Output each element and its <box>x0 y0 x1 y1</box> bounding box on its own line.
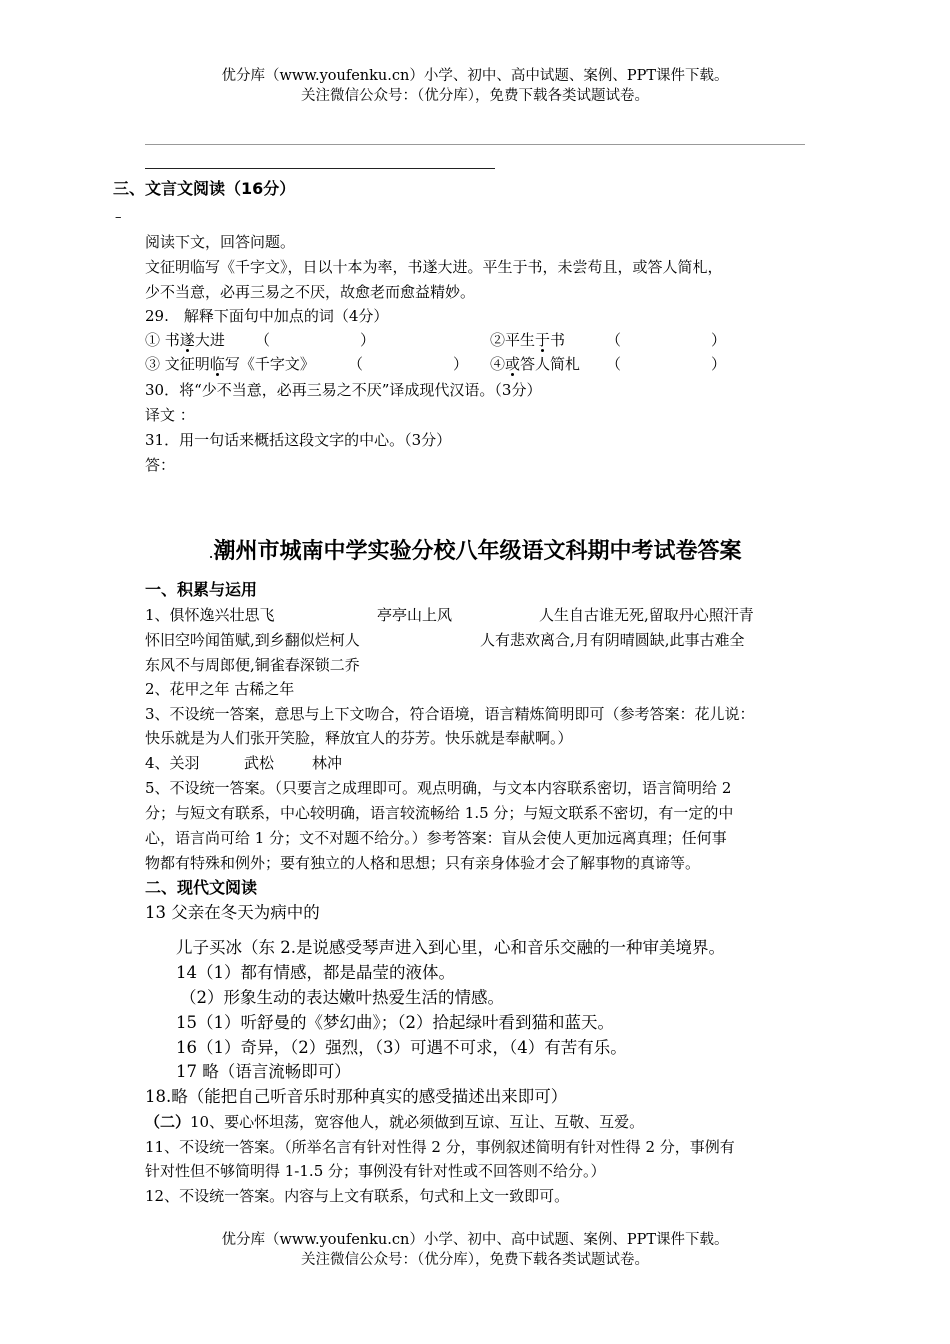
answer-4-col3: 林冲 <box>312 754 343 772</box>
q29-item-4-blank[interactable]: （ ） <box>606 355 727 373</box>
a1-row2-col2: 人有悲欢离合,月有阴晴圆缺,此事古难全 <box>480 631 745 649</box>
item-text-pre: 书 <box>160 331 180 349</box>
answer-key-title <box>0 537 950 568</box>
section-heading-classical-reading: 三、文言文阅读（16分） <box>113 179 296 198</box>
item-text-post: 书 <box>550 331 566 349</box>
title-text: 潮州市城南中学实验分校八年级语文科期中考试卷答案 <box>213 539 742 564</box>
item-text-post: 答人简札 <box>520 355 581 373</box>
item-number: ① <box>145 331 161 349</box>
answer-12: 12、不设统一答案。内容与上文有联系，句式和上文一致即可。 <box>145 1187 570 1205</box>
answer-16: 16（1）奇异，（2）强烈，（3）可遇不可求，（4）有苦有乐。 <box>176 1038 627 1057</box>
item-text-post: 写《千字文》 <box>224 355 315 373</box>
q29-item-3 <box>145 353 315 375</box>
dotted-word: 或 <box>505 355 521 373</box>
answer-2: 2、花甲之年 古稀之年 <box>145 680 295 698</box>
dotted-word: 遂 <box>179 331 195 349</box>
question-30: 30．将“少不当意，必再三易之不厌”译成现代汉语。（3分） <box>145 381 542 399</box>
dotted-word: 临 <box>209 355 225 373</box>
answer-5-line-4: 物都有特殊和例外；要有独立的人格和思想；只有亲身体验才会了解事物的真谛等。 <box>145 854 701 872</box>
q29-item-1 <box>145 329 225 351</box>
q29-item-2-blank[interactable]: （ ） <box>606 331 727 349</box>
answer-4-col1: 4、关羽 <box>145 754 200 772</box>
item-number: ③ <box>145 355 161 373</box>
a1-row1-col1: 1、俱怀逸兴壮思飞 <box>145 606 275 624</box>
passage-line-2: 少不当意，必再三易之不厌，故愈老而愈益精妙。 <box>145 283 476 301</box>
a1-row1-col3: 人生自古谁无死,留取丹心照汗青 <box>539 606 754 624</box>
q31-answer-label: 答： <box>145 456 176 474</box>
title-dot: . <box>208 543 214 562</box>
page-header-line-1: 优分库（www.youfenku.cn）小学、初中、高中试题、案例、PPT课件下载。 <box>221 68 729 84</box>
answer-4-col2: 武松 <box>244 754 275 772</box>
answer-13-line-2: 儿子买冰（东 2.是说感受琴声进入到心里，心和音乐交融的一种审美境界。 <box>176 938 725 957</box>
answer-3-line-2: 快乐就是为人们张开笑脸，释放宜人的芬芳。快乐就是奉献啊。） <box>145 729 573 747</box>
answer-17: 17 略（语言流畅即可） <box>176 1062 351 1081</box>
dotted-word: 于 <box>535 331 551 349</box>
answer-11-line-1: 11、不设统一答案。（所举名言有针对性得 2 分，事例叙述简明有针对性得 2 分，事例有 <box>145 1138 735 1156</box>
item-text-post: 大进 <box>194 331 225 349</box>
reading-instruction: 阅读下文，回答问题。 <box>145 233 296 251</box>
answer-5-line-3: 心，语言尚可给 1 分；文不对题不给分。）参考答案：盲从会使人更加远离真理；任何事 <box>145 829 727 847</box>
passage-line-1: 文征明临写《千字文》，日以十本为率，书遂大进。平生于书，未尝苟且，或答人简札， <box>145 258 723 276</box>
page-footer-line-1: 优分库（www.youfenku.cn）小学、初中、高中试题、案例、PPT课件下载。 <box>221 1232 729 1248</box>
a1-row2-col1: 怀旧空吟闻笛赋,到乡翻似烂柯人 <box>145 631 360 649</box>
page-header-line-2: 关注微信公众号：（优分库），免费下载各类试题试卷。 <box>301 88 649 104</box>
page-footer-line-2: 关注微信公众号：（优分库），免费下载各类试题试卷。 <box>301 1252 649 1268</box>
question-29: 29. 解释下面句中加点的词（4分） <box>145 307 389 325</box>
answer-18: 18.略（能把自己听音乐时那种真实的感受描述出来即可） <box>145 1087 568 1106</box>
sub2-label: （二） <box>145 1113 191 1131</box>
q29-item-2 <box>490 329 565 351</box>
answer-13-line-1: 13 父亲在冬天为病中的 <box>145 903 320 922</box>
part2-heading: 二、现代文阅读 <box>145 878 258 897</box>
answer-14-part-2: （2）形象生动的表达嫩叶热爱生活的情感。 <box>180 988 504 1007</box>
answer-3-line-1: 3、不设统一答案，意思与上下文吻合，符合语境，语言精炼简明即可（参考答案：花儿说： <box>145 705 755 723</box>
q29-item-4 <box>490 353 580 375</box>
answer-14-part-1: 14（1）都有情感，都是晶莹的液体。 <box>176 963 455 982</box>
question-31: 31．用一句话来概括这段文字的中心。（3分） <box>145 431 452 449</box>
item-text-pre: 平生 <box>505 331 536 349</box>
item-number: ④ <box>490 355 506 373</box>
item-text-pre: 文征明 <box>160 355 210 373</box>
answer-5-line-2: 分；与短文有联系，中心较明确，语言较流畅给 1.5 分；与短文联系不密切，有一定的中 <box>145 804 734 822</box>
answer-15: 15（1）听舒曼的《梦幻曲》；（2）拾起绿叶看到猫和蓝天。 <box>176 1013 614 1032</box>
answer-11-line-2: 针对性但不够简明得 1-1.5 分；事例没有针对性或不回答则不给分。） <box>145 1162 606 1180</box>
q29-item-1-blank[interactable]: （ ） <box>255 331 376 349</box>
item-number: ② <box>490 331 506 349</box>
answer-10: 10、要心怀坦荡，宽容他人，就必须做到互谅、互让、互敬、互爱。 <box>190 1113 645 1131</box>
q30-answer-label: 译文 ： <box>145 406 195 424</box>
answer-line <box>145 144 805 145</box>
part1-heading: 一、积累与运用 <box>145 580 258 599</box>
a1-row1-col2: 亭亭山上风 <box>377 606 453 624</box>
stray-dash: – <box>115 210 122 225</box>
answer-line-short <box>145 168 495 169</box>
answer-5-line-1: 5、不设统一答案。（只要言之成理即可。观点明确，与文本内容联系密切，语言简明给 2 <box>145 779 732 797</box>
a1-row3: 东风不与周郎便,铜雀春深锁二乔 <box>145 656 360 674</box>
answer-10-row <box>145 1111 644 1133</box>
q29-item-3-blank[interactable]: （ ） <box>348 355 469 373</box>
